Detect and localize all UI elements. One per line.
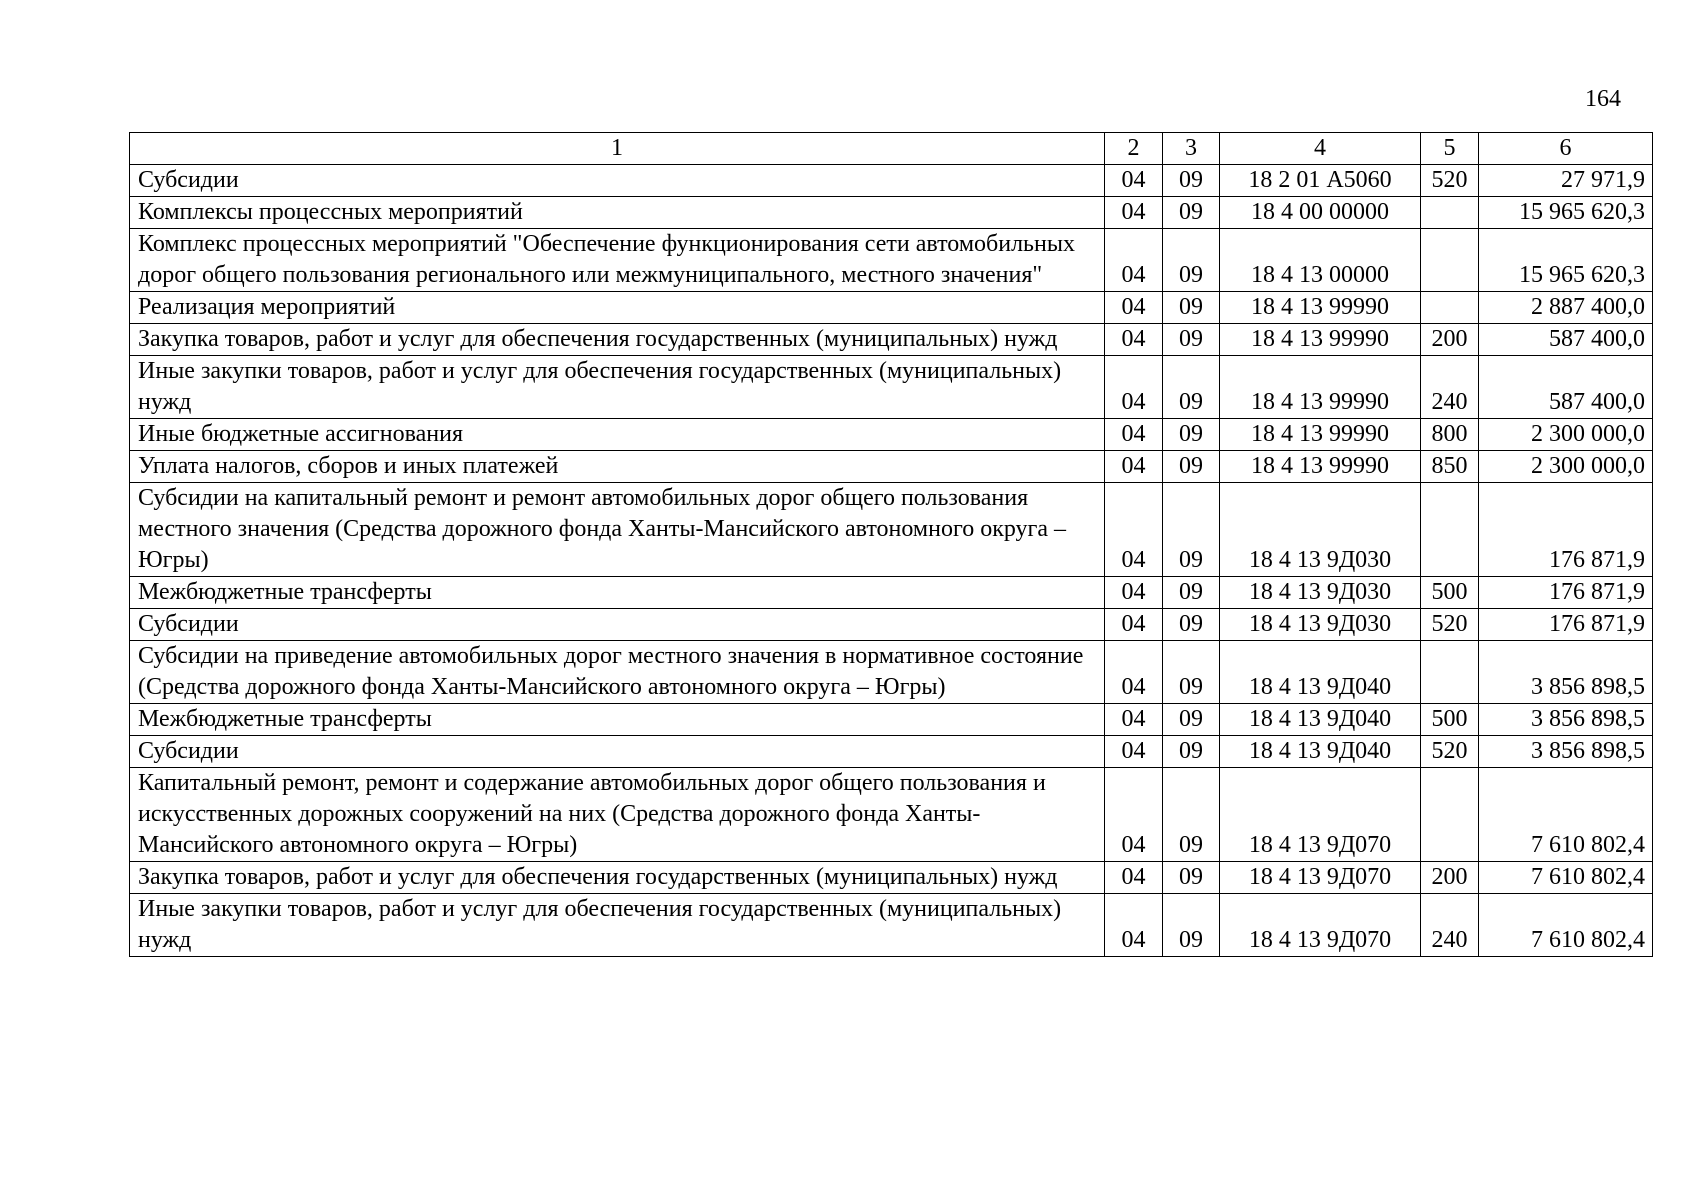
row-subsection-cell: 09 [1163,641,1220,704]
row-amount-cell: 15 965 620,3 [1479,197,1653,229]
row-amount-cell: 587 400,0 [1479,356,1653,419]
column-header-5: 5 [1421,133,1479,165]
row-target-code-cell: 18 4 13 9Д030 [1220,577,1421,609]
row-section-cell: 04 [1105,229,1163,292]
table-row [130,324,1653,356]
table-row [130,704,1653,736]
row-section-cell: 04 [1105,862,1163,894]
table-row [130,356,1653,419]
row-amount-cell: 7 610 802,4 [1479,768,1653,862]
row-name-cell: Субсидии [130,609,1105,641]
row-expense-type-cell [1421,197,1479,229]
row-name-cell: Иные закупки товаров, работ и услуг для обеспечения государственных (муниципальных) нужд [130,356,1105,419]
row-expense-type-cell: 800 [1421,419,1479,451]
row-target-code-cell: 18 4 13 9Д070 [1220,768,1421,862]
page-number: 164 [1585,86,1621,112]
row-target-code-cell: 18 4 13 9Д040 [1220,641,1421,704]
row-amount-cell: 3 856 898,5 [1479,641,1653,704]
table-row [130,736,1653,768]
row-expense-type-cell: 520 [1421,609,1479,641]
row-expense-type-cell: 500 [1421,704,1479,736]
row-expense-type-cell: 850 [1421,451,1479,483]
row-amount-cell: 3 856 898,5 [1479,736,1653,768]
table-row [130,197,1653,229]
row-amount-cell: 7 610 802,4 [1479,894,1653,957]
row-name-cell: Комплекс процессных мероприятий "Обеспечение функционирования сети автомобильных дорог общего пользования регионального или межмуниципального, местного значения" [130,229,1105,292]
row-subsection-cell: 09 [1163,229,1220,292]
row-amount-cell: 2 300 000,0 [1479,419,1653,451]
row-name-cell: Субсидии на приведение автомобильных дорог местного значения в нормативное состояние (Средства дорожного фонда Ханты-Мансийского автономного округа – Югры) [130,641,1105,704]
row-name-cell: Субсидии [130,165,1105,197]
row-expense-type-cell: 240 [1421,356,1479,419]
row-target-code-cell: 18 4 13 00000 [1220,229,1421,292]
row-name-cell: Уплата налогов, сборов и иных платежей [130,451,1105,483]
row-subsection-cell: 09 [1163,704,1220,736]
row-section-cell: 04 [1105,451,1163,483]
table-row [130,292,1653,324]
row-name-cell: Иные бюджетные ассигнования [130,419,1105,451]
column-header-4: 4 [1220,133,1421,165]
row-name-cell: Иные закупки товаров, работ и услуг для обеспечения государственных (муниципальных) нужд [130,894,1105,957]
row-expense-type-cell [1421,641,1479,704]
row-expense-type-cell [1421,229,1479,292]
row-expense-type-cell [1421,483,1479,577]
row-section-cell: 04 [1105,356,1163,419]
table-row [130,229,1653,292]
row-name-cell: Субсидии [130,736,1105,768]
row-target-code-cell: 18 2 01 А5060 [1220,165,1421,197]
row-target-code-cell: 18 4 13 99990 [1220,419,1421,451]
table-body [130,165,1653,957]
row-name-cell: Закупка товаров, работ и услуг для обеспечения государственных (муниципальных) нужд [130,862,1105,894]
row-target-code-cell: 18 4 00 00000 [1220,197,1421,229]
row-amount-cell: 587 400,0 [1479,324,1653,356]
row-name-cell: Капитальный ремонт, ремонт и содержание автомобильных дорог общего пользования и искусственных дорожных сооружений на них (Средства дорожного фонда Ханты-Мансийского автономного округа – Югры) [130,768,1105,862]
row-section-cell: 04 [1105,577,1163,609]
row-target-code-cell: 18 4 13 99990 [1220,451,1421,483]
row-expense-type-cell: 200 [1421,324,1479,356]
row-amount-cell: 2 887 400,0 [1479,292,1653,324]
row-name-cell: Комплексы процессных мероприятий [130,197,1105,229]
row-subsection-cell: 09 [1163,736,1220,768]
column-header-1: 1 [130,133,1105,165]
table-row [130,165,1653,197]
row-section-cell: 04 [1105,483,1163,577]
row-section-cell: 04 [1105,197,1163,229]
row-expense-type-cell: 240 [1421,894,1479,957]
row-expense-type-cell: 520 [1421,165,1479,197]
row-section-cell: 04 [1105,894,1163,957]
row-name-cell: Межбюджетные трансферты [130,577,1105,609]
row-name-cell: Реализация мероприятий [130,292,1105,324]
row-subsection-cell: 09 [1163,451,1220,483]
row-section-cell: 04 [1105,165,1163,197]
row-subsection-cell: 09 [1163,483,1220,577]
row-subsection-cell: 09 [1163,356,1220,419]
column-header-6: 6 [1479,133,1653,165]
row-target-code-cell: 18 4 13 9Д040 [1220,736,1421,768]
row-subsection-cell: 09 [1163,324,1220,356]
row-expense-type-cell: 200 [1421,862,1479,894]
column-header-2: 2 [1105,133,1163,165]
table-row [130,577,1653,609]
row-section-cell: 04 [1105,292,1163,324]
row-subsection-cell: 09 [1163,609,1220,641]
row-section-cell: 04 [1105,736,1163,768]
table-row [130,609,1653,641]
row-section-cell: 04 [1105,609,1163,641]
table-header [130,133,1653,165]
row-target-code-cell: 18 4 13 9Д070 [1220,862,1421,894]
row-subsection-cell: 09 [1163,419,1220,451]
row-name-cell: Закупка товаров, работ и услуг для обеспечения государственных (муниципальных) нужд [130,324,1105,356]
row-expense-type-cell [1421,292,1479,324]
row-target-code-cell: 18 4 13 99990 [1220,324,1421,356]
table-row [130,641,1653,704]
row-section-cell: 04 [1105,419,1163,451]
table-row [130,862,1653,894]
row-amount-cell: 176 871,9 [1479,609,1653,641]
table-row [130,419,1653,451]
table-row [130,768,1653,862]
budget-table [129,132,1653,957]
table-row [130,894,1653,957]
row-amount-cell: 7 610 802,4 [1479,862,1653,894]
row-amount-cell: 176 871,9 [1479,577,1653,609]
row-section-cell: 04 [1105,704,1163,736]
row-amount-cell: 2 300 000,0 [1479,451,1653,483]
row-subsection-cell: 09 [1163,894,1220,957]
row-target-code-cell: 18 4 13 9Д030 [1220,609,1421,641]
row-expense-type-cell [1421,768,1479,862]
row-amount-cell: 15 965 620,3 [1479,229,1653,292]
row-target-code-cell: 18 4 13 9Д030 [1220,483,1421,577]
row-target-code-cell: 18 4 13 99990 [1220,356,1421,419]
row-subsection-cell: 09 [1163,197,1220,229]
row-expense-type-cell: 520 [1421,736,1479,768]
header-row [130,133,1653,165]
row-target-code-cell: 18 4 13 9Д070 [1220,894,1421,957]
row-subsection-cell: 09 [1163,292,1220,324]
table-row [130,451,1653,483]
row-section-cell: 04 [1105,768,1163,862]
row-subsection-cell: 09 [1163,768,1220,862]
row-target-code-cell: 18 4 13 9Д040 [1220,704,1421,736]
row-amount-cell: 3 856 898,5 [1479,704,1653,736]
row-section-cell: 04 [1105,324,1163,356]
row-subsection-cell: 09 [1163,165,1220,197]
row-amount-cell: 176 871,9 [1479,483,1653,577]
row-target-code-cell: 18 4 13 99990 [1220,292,1421,324]
row-expense-type-cell: 500 [1421,577,1479,609]
table-row [130,483,1653,577]
row-amount-cell: 27 971,9 [1479,165,1653,197]
row-name-cell: Межбюджетные трансферты [130,704,1105,736]
row-subsection-cell: 09 [1163,577,1220,609]
row-section-cell: 04 [1105,641,1163,704]
column-header-3: 3 [1163,133,1220,165]
row-subsection-cell: 09 [1163,862,1220,894]
row-name-cell: Субсидии на капитальный ремонт и ремонт автомобильных дорог общего пользования местного значения (Средства дорожного фонда Ханты-Мансийского автономного округа – Югры) [130,483,1105,577]
